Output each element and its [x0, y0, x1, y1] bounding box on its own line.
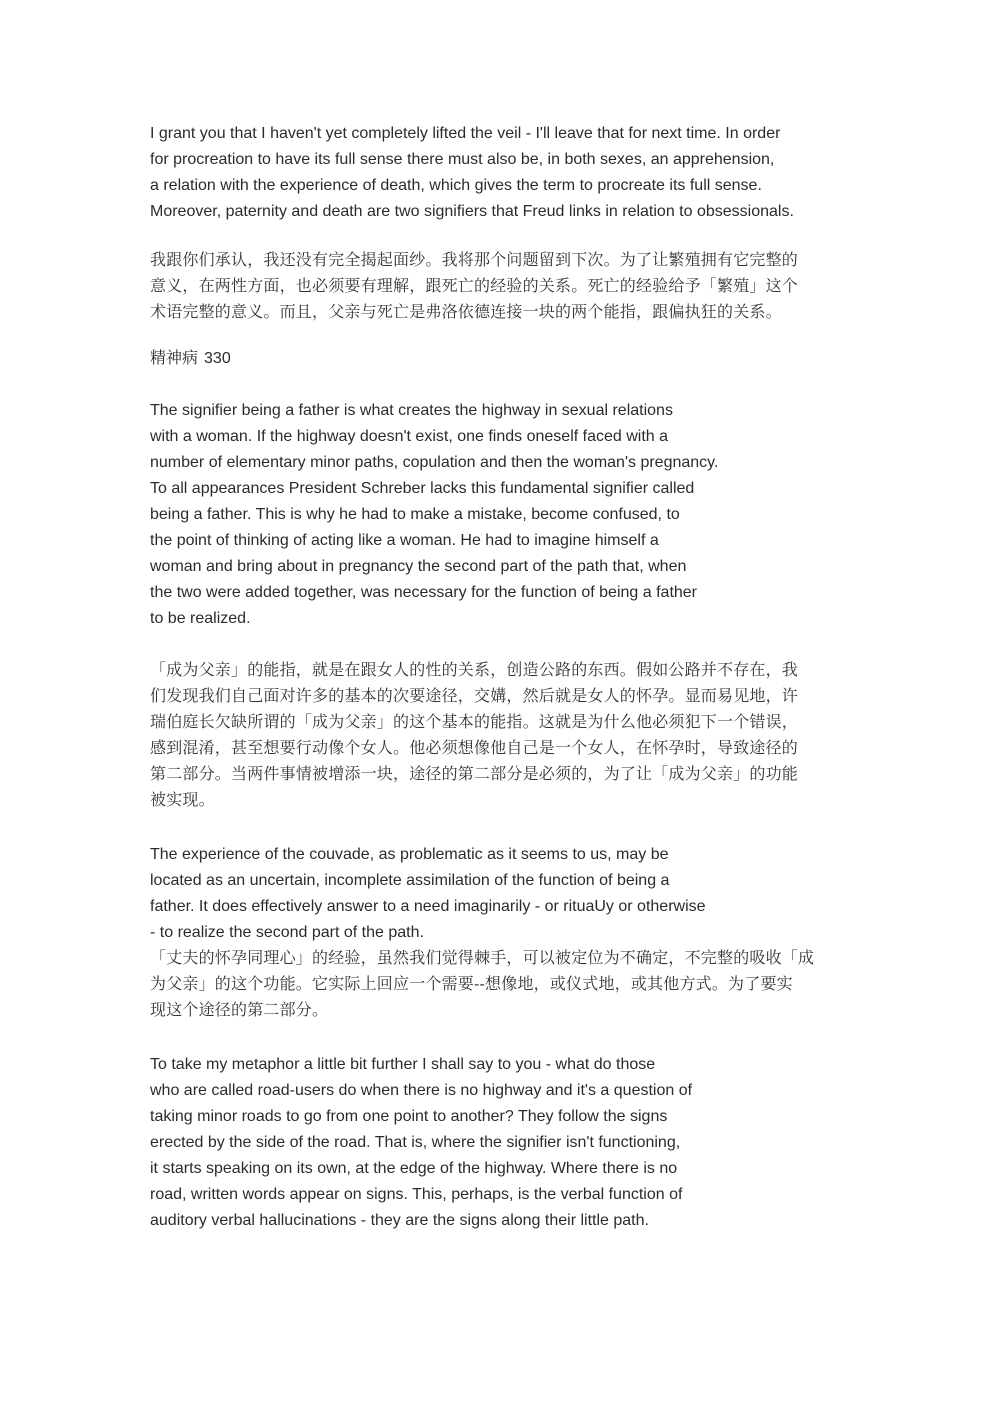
- paragraph-gap: [150, 326, 843, 346]
- text-line: 「丈夫的怀孕同理心」的经验，虽然我们觉得棘手，可以被定位为不确定，不完整的吸收「成: [150, 950, 815, 967]
- text-line: 感到混淆，甚至想要行动像个女人。他必须想像他自己是一个女人，在怀孕时，导致途径的: [150, 740, 799, 757]
- text-line: father. It does effectively answer to a need imaginarily - or rituaUy or otherwise: [150, 898, 706, 915]
- text-line: 意义，在两性方面，也必须要有理解，跟死亡的经验的关系。死亡的经验给予「繁殖」这个: [150, 278, 799, 295]
- text-line: auditory verbal hallucinations - they are the signs along their little path.: [150, 1212, 649, 1229]
- text-line: 们发现我们自己面对许多的基本的次要途径，交媾，然后就是女人的怀孕。显而易见地，许: [150, 688, 799, 705]
- text-line: with a woman. If the highway doesn't exist, one finds oneself faced with a: [150, 428, 669, 445]
- text-line: The experience of the couvade, as problematic as it seems to us, may be: [150, 846, 669, 863]
- text-line: erected by the side of the road. That is, where the signifier isn't functioning,: [150, 1134, 681, 1151]
- text-line: 被实现。: [150, 792, 215, 809]
- text-line: who are called road-users do when there is no highway and it's a question of: [150, 1082, 693, 1099]
- paragraph-english-4: [150, 1052, 843, 1234]
- text-line: it starts speaking on its own, at the edge of the highway. Where there is no: [150, 1160, 678, 1177]
- paragraph-english-2: [150, 398, 843, 632]
- text-line: number of elementary minor paths, copulation and then the woman's pregnancy.: [150, 454, 719, 471]
- text-line: 现这个途径的第二部分。: [150, 1002, 329, 1019]
- text-line: to be realized.: [150, 610, 251, 627]
- paragraph-english-1: [150, 121, 843, 225]
- paragraph-gap: [150, 814, 843, 842]
- text-line: Moreover, paternity and death are two signifiers that Freud links in relation to obsessionals.: [150, 203, 794, 220]
- text-line: To all appearances President Schreber lacks this fundamental signifier called: [150, 480, 695, 497]
- paragraph-gap: [150, 1024, 843, 1052]
- text-line: located as an uncertain, incomplete assimilation of the function of being a: [150, 872, 670, 889]
- text-line: To take my metaphor a little bit further I shall say to you - what do those: [150, 1056, 656, 1073]
- paragraph-chinese-3: [150, 946, 843, 1024]
- text-line: 瑞伯庭长欠缺所谓的「成为父亲」的这个基本的能指。这就是为什么他必须犯下一个错误，: [150, 714, 799, 731]
- text-line: 我跟你们承认，我还没有完全揭起面纱。我将那个问题留到下次。为了让繁殖拥有它完整的: [150, 252, 799, 269]
- text-line: 为父亲」的这个功能。它实际上回应一个需要--想像地，或仪式地，或其他方式。为了要实: [150, 976, 793, 993]
- paragraph-gap: [150, 225, 843, 248]
- text-line: taking minor roads to go from one point to another? They follow the signs: [150, 1108, 668, 1125]
- text-line: woman and bring about in pregnancy the second part of the path that, when: [150, 558, 687, 575]
- paragraph-chinese-1: [150, 248, 843, 326]
- text-line: road, written words appear on signs. This, perhaps, is the verbal function of: [150, 1186, 683, 1203]
- document-page: [150, 121, 843, 1234]
- text-line: the point of thinking of acting like a woman. He had to imagine himself a: [150, 532, 659, 549]
- paragraph-gap: [150, 372, 843, 398]
- text-line: 术语完整的意义。而且，父亲与死亡是弗洛依德连接一块的两个能指，跟偏执狂的关系。: [150, 304, 782, 321]
- text-line: I grant you that I haven't yet completely lifted the veil - I'll leave that for next time. In order: [150, 125, 781, 142]
- text-line: a relation with the experience of death, which gives the term to procreate its full sense.: [150, 177, 762, 194]
- paragraph-chinese-2: [150, 658, 843, 814]
- text-line: the two were added together, was necessary for the function of being a father: [150, 584, 698, 601]
- text-line: 第二部分。当两件事情被增添一块，途径的第二部分是必须的，为了让「成为父亲」的功能: [150, 766, 799, 783]
- paragraph-english-3: [150, 842, 843, 946]
- heading-title: 精神病: [150, 350, 199, 367]
- text-line: being a father. This is why he had to make a mistake, become confused, to: [150, 506, 680, 523]
- text-line: 「成为父亲」的能指，就是在跟女人的性的关系，创造公路的东西。假如公路并不存在，我: [150, 662, 799, 679]
- text-line: for procreation to have its full sense there must also be, in both sexes, an apprehension,: [150, 151, 775, 168]
- text-line: - to realize the second part of the path.: [150, 924, 424, 941]
- paragraph-gap: [150, 632, 843, 658]
- section-heading: [150, 346, 843, 372]
- page-number: 330: [204, 350, 231, 367]
- text-line: The signifier being a father is what creates the highway in sexual relations: [150, 402, 673, 419]
